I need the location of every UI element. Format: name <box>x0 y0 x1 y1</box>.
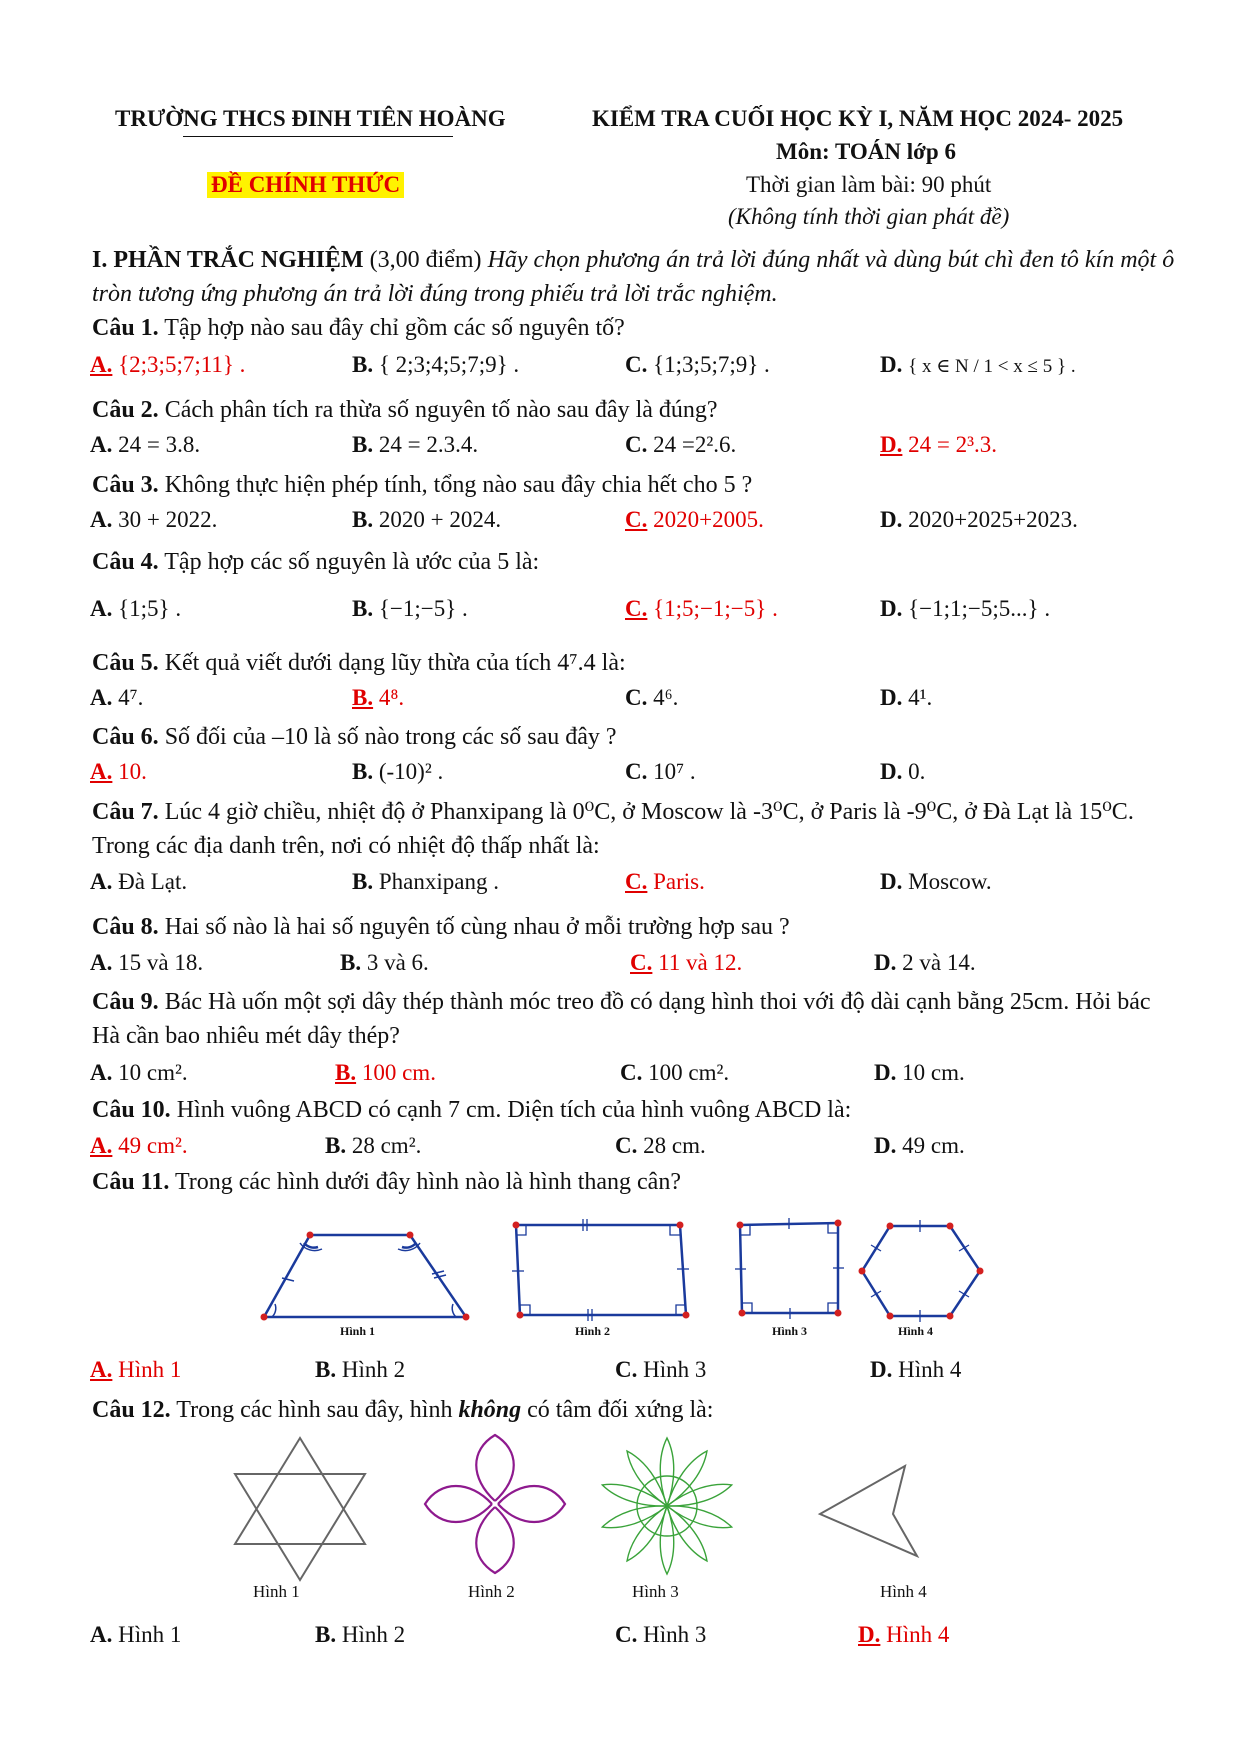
options-q8 <box>90 950 1190 986</box>
figure-4-hexagon <box>862 1220 980 1322</box>
option-d[interactable]: D. 49 cm. <box>874 1133 965 1158</box>
question-text: Tập hợp các số nguyên là ước của 5 là: <box>164 549 540 575</box>
option-a[interactable]: A. 24 = 3.8. <box>90 432 201 457</box>
options-q11 <box>90 1357 1190 1393</box>
exam-time: Thời gian làm bài: 90 phút <box>746 172 992 197</box>
option-b[interactable]: B. 100 cm. <box>335 1060 436 1085</box>
option-c[interactable]: C. Paris. <box>625 869 705 894</box>
figure-4-arrowhead <box>820 1466 917 1556</box>
options-q1 <box>90 352 1190 388</box>
figure-4-label: Hình 4 <box>880 1582 927 1600</box>
option-d[interactable]: D. Hình 4 <box>870 1357 962 1382</box>
option-c[interactable]: C. {1;5;−1;−5} . <box>625 596 778 621</box>
section-title: I. PHẦN TRẮC NGHIỆM <box>92 247 364 273</box>
option-b[interactable]: B. 24 = 2.3.4. <box>352 432 479 457</box>
question-text-end: có tâm đối xứng là: <box>527 1397 714 1423</box>
question-text: Tập hợp nào sau đây chỉ gồm các số nguyên tố? <box>164 315 625 341</box>
figure-2-label: Hình 2 <box>468 1582 515 1600</box>
figure-2-flower <box>425 1435 565 1573</box>
option-a[interactable]: A. 15 và 18. <box>90 950 204 975</box>
option-c[interactable]: C. {1;3;5;7;9} . <box>625 352 770 377</box>
figure-3-green-flower <box>600 1438 734 1574</box>
option-a[interactable]: A. 49 cm². <box>90 1133 188 1158</box>
question-text: Số đối của –10 là số nào trong các số sau đây ? <box>164 724 617 750</box>
option-d[interactable]: D. 2020+2025+2023. <box>880 507 1078 532</box>
option-c[interactable]: C. 4⁶. <box>625 685 679 710</box>
option-a[interactable]: A. Hình 1 <box>90 1622 182 1647</box>
figure-2-rectangle <box>512 1219 689 1321</box>
question-emphasis: không <box>458 1397 522 1423</box>
figure-4-label: Hình 4 <box>898 1324 934 1338</box>
option-c[interactable]: C. Hình 3 <box>615 1622 707 1647</box>
question-number: Câu 6. <box>92 724 159 750</box>
option-d[interactable]: D. 10 cm. <box>874 1060 965 1085</box>
option-a[interactable]: A. 4⁷. <box>90 685 144 710</box>
option-a[interactable]: A. Đà Lạt. <box>90 869 188 894</box>
question-number: Câu 4. <box>92 549 159 575</box>
question-2 <box>92 393 1180 427</box>
exam-subject: Môn: TOÁN lớp 6 <box>776 139 956 164</box>
question-text: Kết quả viết dưới dạng lũy thừa của tích 4⁷.4 là: <box>164 650 626 676</box>
question-4 <box>92 545 1180 579</box>
option-c[interactable]: C. 24 =2².6. <box>625 432 737 457</box>
option-c[interactable]: C. 100 cm². <box>620 1060 730 1085</box>
question-text: Cách phân tích ra thừa số nguyên tố nào sau đây là đúng? <box>164 397 718 423</box>
figure-1-star <box>235 1438 365 1580</box>
option-a[interactable]: A. Hình 1 <box>90 1357 182 1382</box>
option-d[interactable]: D. { x ∈ N / 1 < x ≤ 5 } . <box>880 352 1076 377</box>
option-d[interactable]: D. {−1;1;−5;5...} . <box>880 596 1051 621</box>
q11-figures <box>0 1205 1240 1345</box>
option-c[interactable]: C. Hình 3 <box>615 1357 707 1382</box>
options-q9 <box>90 1060 1190 1096</box>
question-1 <box>92 311 1180 345</box>
question-10 <box>92 1093 1180 1127</box>
option-d[interactable]: D. 4¹. <box>880 685 933 710</box>
option-b[interactable]: B. 3 và 6. <box>340 950 429 975</box>
question-number: Câu 8. <box>92 914 159 940</box>
question-text: Hai số nào là hai số nguyên tố cùng nhau ở mỗi trường hợp sau ? <box>164 914 790 940</box>
options-q2 <box>90 432 1190 468</box>
option-a[interactable]: A. 30 + 2022. <box>90 507 218 532</box>
question-number: Câu 2. <box>92 397 159 423</box>
question-text: Bác Hà uốn một sợi dây thép thành móc treo đồ có dạng hình thoi với độ dài cạnh bằng 25cm. Hỏi bác Hà cần bao nhiêu mét dây thép? <box>92 989 1151 1049</box>
question-number: Câu 9. <box>92 989 159 1015</box>
question-7 <box>92 795 1180 863</box>
question-number: Câu 11. <box>92 1169 170 1195</box>
option-a[interactable]: A. 10 cm². <box>90 1060 188 1085</box>
option-b[interactable]: B. Phanxipang . <box>352 869 499 894</box>
question-9 <box>92 985 1180 1053</box>
option-b[interactable]: B. 4⁸. <box>352 685 405 710</box>
question-5 <box>92 646 1180 680</box>
question-text: Không thực hiện phép tính, tổng nào sau đây chia hết cho 5 ? <box>164 472 753 498</box>
options-q4 <box>90 596 1190 632</box>
section-instruction: Hãy chọn phương án trả lời đúng nhất và dùng bút chì đen tô kín một ô tròn tương ứng phương án trả lời đúng trong phiếu trả lời trắc nghiệm. <box>92 247 1175 307</box>
figure-3-label: Hình 3 <box>632 1582 679 1600</box>
figure-1-trapezoid <box>264 1235 466 1317</box>
q12-figures <box>0 1430 1240 1600</box>
question-12 <box>92 1393 1180 1427</box>
question-number: Câu 7. <box>92 799 159 825</box>
school-underline <box>183 136 453 137</box>
option-b[interactable]: B. Hình 2 <box>315 1622 406 1647</box>
option-d[interactable]: D. 24 = 2³.3. <box>880 432 997 457</box>
option-d[interactable]: D. Moscow. <box>880 869 992 894</box>
options-q7 <box>90 869 1190 905</box>
exam-note: (Không tính thời gian phát đề) <box>728 204 1010 229</box>
options-q12 <box>90 1622 1190 1658</box>
option-a[interactable]: A. {2;3;5;7;11} . <box>90 352 246 377</box>
figure-3-square <box>735 1218 844 1319</box>
question-8 <box>92 910 1180 944</box>
section-heading <box>92 243 1182 311</box>
option-a[interactable]: A. 10. <box>90 759 147 784</box>
options-q3 <box>90 507 1190 543</box>
school-name: TRƯỜNG THCS ĐINH TIÊN HOÀNG <box>115 106 506 131</box>
exam-title: KIỂM TRA CUỐI HỌC KỲ I, NĂM HỌC 2024- 2025 <box>592 106 1124 131</box>
figure-1-label: Hình 1 <box>253 1582 300 1600</box>
section-points: (3,00 điểm) <box>369 247 482 273</box>
option-c[interactable]: C. 11 và 12. <box>630 950 743 975</box>
options-q6 <box>90 759 1190 795</box>
question-6 <box>92 720 1180 754</box>
option-b[interactable]: B. 2020 + 2024. <box>352 507 502 532</box>
option-b[interactable]: B. {−1;−5} . <box>352 596 468 621</box>
question-number: Câu 10. <box>92 1097 171 1123</box>
question-11 <box>92 1165 1180 1199</box>
question-text: Trong các hình sau đây, hình <box>176 1397 453 1423</box>
option-b[interactable]: B. { 2;3;4;5;7;9} . <box>352 352 520 377</box>
official-badge: ĐỀ CHÍNH THỨC <box>207 172 404 198</box>
option-d[interactable]: D. Hình 4 <box>858 1622 950 1647</box>
question-text: Lúc 4 giờ chiều, nhiệt độ ở Phanxipang là 0⁰C, ở Moscow là -3⁰C, ở Paris là -9⁰C, ở Đà Lạt là 15⁰C. Trong các địa danh trên, nơi có nhiệt độ thấp nhất là: <box>92 799 1134 859</box>
option-a[interactable]: A. {1;5} . <box>90 596 182 621</box>
figure-2-label: Hình 2 <box>575 1324 611 1338</box>
option-d[interactable]: D. 2 và 14. <box>874 950 976 975</box>
question-number: Câu 5. <box>92 650 159 676</box>
figure-1-label: Hình 1 <box>340 1324 376 1338</box>
question-3 <box>92 468 1180 502</box>
option-c[interactable]: C. 28 cm. <box>615 1133 706 1158</box>
figure-3-label: Hình 3 <box>772 1324 808 1338</box>
option-d[interactable]: D. 0. <box>880 759 926 784</box>
option-b[interactable]: B. (-10)² . <box>352 759 444 784</box>
question-text: Hình vuông ABCD có cạnh 7 cm. Diện tích của hình vuông ABCD là: <box>176 1097 852 1123</box>
option-b[interactable]: B. 28 cm². <box>325 1133 422 1158</box>
options-q10 <box>90 1133 1190 1169</box>
question-number: Câu 12. <box>92 1397 171 1423</box>
question-number: Câu 3. <box>92 472 159 498</box>
question-text: Trong các hình dưới đây hình nào là hình thang cân? <box>174 1169 681 1195</box>
option-c[interactable]: C. 10⁷ . <box>625 759 696 784</box>
options-q5 <box>90 685 1190 721</box>
option-c[interactable]: C. 2020+2005. <box>625 507 764 532</box>
option-b[interactable]: B. Hình 2 <box>315 1357 406 1382</box>
question-number: Câu 1. <box>92 315 159 341</box>
